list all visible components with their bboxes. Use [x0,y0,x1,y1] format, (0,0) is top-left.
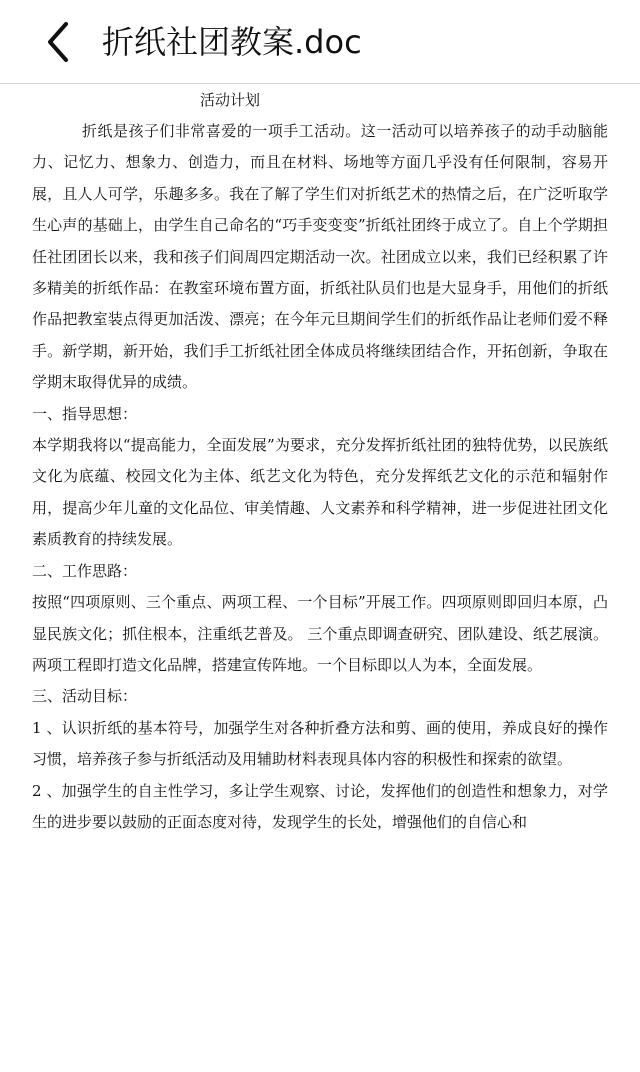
document-title: 折纸社团教案.doc [102,23,362,61]
back-button[interactable] [40,18,84,66]
chevron-left-icon [40,18,84,66]
work-approach-paragraph: 按照“四项原则、三个重点、两项工程、一个目标”开展工作。四项原则即回归本原，凸显民族文化；抓住根本，注重纸艺普及。 三个重点即调查研究、团队建设、纸艺展演。两项工程即打造文化品牌，搭建宣传阵地。一个目标即以人为本，全面发展。 [32,593,608,674]
guiding-thought-paragraph: 本学期我将以“提高能力，全面发展”为要求，充分发挥折纸社团的独特优势，以民族纸文化为底蕴、校园文化为主体、纸艺文化为特色，充分发挥纸艺文化的示范和辐射作用，提高少年儿童的文化品位、审美情趣、人文素养和科学精神，进一步促进社团文化素质教育的持续发展。 [32,436,608,549]
document-content[interactable] [32,84,608,838]
section-title-activity-goals: 三、活动目标： [32,687,138,706]
goal-item-2: 2 、加强学生的自主性学习，多让学生观察、讨论，发挥他们的创造性和想象力，对学生的进步要以鼓励的正面态度对待，发现学生的长处，增强他们的自信心和 [32,781,608,831]
goal-item-1: 1 、认识折纸的基本符号，加强学生对各种折叠方法和剪、画的使用，养成良好的操作习惯，培养孩子参与折纸活动及用辅助材料表现具体内容的积极性和探索的欲望。 [32,718,608,769]
document-heading: 活动计划 [200,91,261,109]
section-title-guiding-thought: 一、指导思想： [32,404,138,423]
section-title-work-approach: 二、工作思路： [32,561,138,580]
title-bar [0,0,640,84]
intro-paragraph: 折纸是孩子们非常喜爱的一项手工活动。这一活动可以培养孩子的动手动脑能力、记忆力、想象力、创造力，而且在材料、场地等方面几乎没有任何限制，容易开展，且人人可学，乐趣多多。我在了解了学生们对折纸艺术的热情之后，在广泛听取学生心声的基础上，由学生自己命名的“巧手变变变”折纸社团终于成立了。自上个学期担任社团团长以来，我和孩子们间周四定期活动一次。社团成立以来，我们已经积累了许多精美的折纸作品：在教室环境布置方面，折纸社队员们也是大显身手，用他们的折纸作品把教室装点得更加活泼、漂亮；在今年元旦期间学生们的折纸作品让老师们爱不释手。新学期，新开始，我们手工折纸社团全体成员将继续团结合作，开拓创新，争取在学期末取得优异的成绩。 [32,122,608,392]
